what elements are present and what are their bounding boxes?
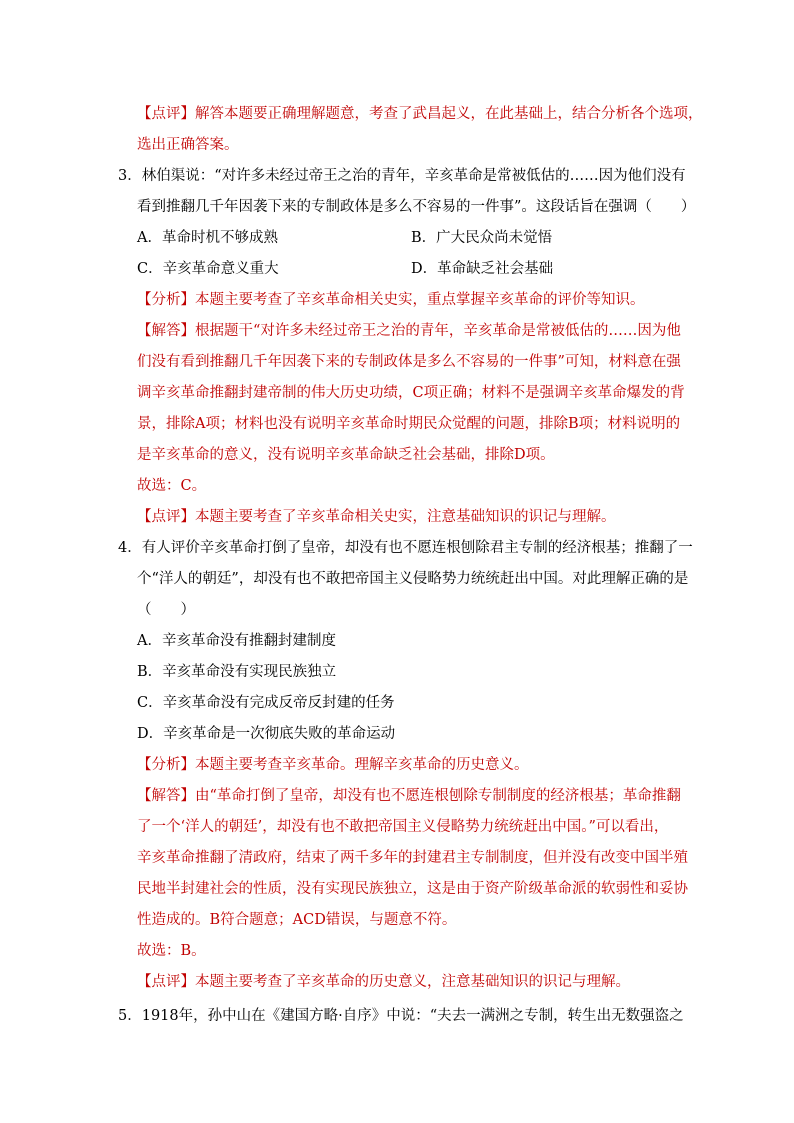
comment-line xyxy=(137,507,616,527)
choice-result: 故选：C。 xyxy=(137,478,207,494)
answer-text: 由“革命打倒了皇帝，却没有也不愿连根刨除专制制度的经济根基；革命推翻 xyxy=(195,788,681,804)
answer-tag: 【解答】 xyxy=(137,323,195,339)
option-d: D．辛亥革命是一次彻底失败的革命运动 xyxy=(137,726,396,742)
answer-text-cont: 民地半封建社会的性质，没有实现民族独立，这是由于资产阶级革命派的软弱性和妥协 xyxy=(137,881,688,897)
question-5-stem: 5．1918年，孙中山在《建国方略·自序》中说：“夫去一满洲之专制，转生出无数强盗之 xyxy=(118,1008,684,1024)
comment-tag: 【点评】 xyxy=(137,509,195,525)
answer-line xyxy=(137,786,681,806)
analysis-tag: 【分析】 xyxy=(137,757,195,773)
comment-line xyxy=(137,972,630,992)
answer-text-cont: 景，排除A项；材料也没有说明辛亥革命时期民众觉醒的问题，排除B项；材料说明的 xyxy=(137,416,681,432)
option-c: C．辛亥革命没有完成反帝反封建的任务 xyxy=(137,695,395,711)
option-c: C．辛亥革命意义重大 xyxy=(137,261,279,277)
option-a: A．革命时机不够成熟 xyxy=(137,230,278,246)
answer-text: 根据题干“对许多未经过帝王之治的青年，辛亥革命是常被低估的……因为他 xyxy=(195,323,681,339)
comment-tag: 【点评】 xyxy=(137,974,195,990)
choice-result: 故选：B。 xyxy=(137,943,206,959)
comment-text-cont: 选出正确答案。 xyxy=(137,137,239,153)
answer-text-cont: 了一个‘洋人的朝廷’，却没有也不敢把帝国主义侵略势力统统赶出中国。”可以看出， xyxy=(137,819,669,835)
comment-text: 本题主要考查了辛亥革命相关史实，注意基础知识的识记与理解。 xyxy=(195,509,616,525)
analysis-line xyxy=(137,290,645,310)
answer-text-cont: 辛亥革命推翻了清政府，结束了两千多年的封建君主专制制度，但并没有改变中国半殖 xyxy=(137,850,688,866)
comment-tag: 【点评】 xyxy=(137,106,195,122)
option-a: A．辛亥革命没有推翻封建制度 xyxy=(137,633,336,649)
question-4-stem-cont: （ ） xyxy=(137,602,195,618)
answer-tag: 【解答】 xyxy=(137,788,195,804)
comment-text: 本题主要考查了辛亥革命的历史意义，注意基础知识的识记与理解。 xyxy=(195,974,630,990)
analysis-text: 本题主要考查辛亥革命。理解辛亥革命的历史意义。 xyxy=(195,757,529,773)
answer-text-cont: 们没有看到推翻几千年因袭下来的专制政体是多么不容易的一件事”可知，材料意在强 xyxy=(137,354,681,370)
answer-text-cont: 调辛亥革命推翻封建帝制的伟大历史功绩，C项正确；材料不是强调辛亥革命爆发的背 xyxy=(137,385,685,401)
question-4-stem-cont: 个“洋人的朝廷”，却没有也不敢把帝国主义侵略势力统统赶出中国。对此理解正确的是 xyxy=(137,571,689,587)
option-b: B．辛亥革命没有实现民族独立 xyxy=(137,664,337,680)
question-3-stem: 3．林伯渠说：“对许多未经过帝王之治的青年，辛亥革命是常被低估的……因为他们没有 xyxy=(118,168,686,184)
analysis-line xyxy=(137,755,529,775)
question-4-stem: 4．有人评价辛亥革命打倒了皇帝，却没有也不愿连根刨除君主专制的经济根基；推翻了一 xyxy=(118,540,693,556)
comment-text: 解答本题要正确理解题意，考查了武昌起义，在此基础上，结合分析各个选项， xyxy=(195,106,703,122)
option-b: B．广大民众尚未觉悟 xyxy=(411,230,553,246)
analysis-text: 本题主要考查了辛亥革命相关史实，重点掌握辛亥革命的评价等知识。 xyxy=(195,292,645,308)
comment-line xyxy=(137,104,703,124)
question-3-stem-cont: 看到推翻几千年因袭下来的专制政体是多么不容易的一件事”。这段话旨在强调（ ） xyxy=(137,199,696,215)
option-d: D．革命缺乏社会基础 xyxy=(411,261,554,277)
answer-text-cont: 是辛亥革命的意义，没有说明辛亥革命缺乏社会基础，排除D项。 xyxy=(137,447,555,463)
answer-text-cont: 性造成的。B符合题意；ACD错误，与题意不符。 xyxy=(137,912,457,928)
analysis-tag: 【分析】 xyxy=(137,292,195,308)
answer-line xyxy=(137,321,681,341)
